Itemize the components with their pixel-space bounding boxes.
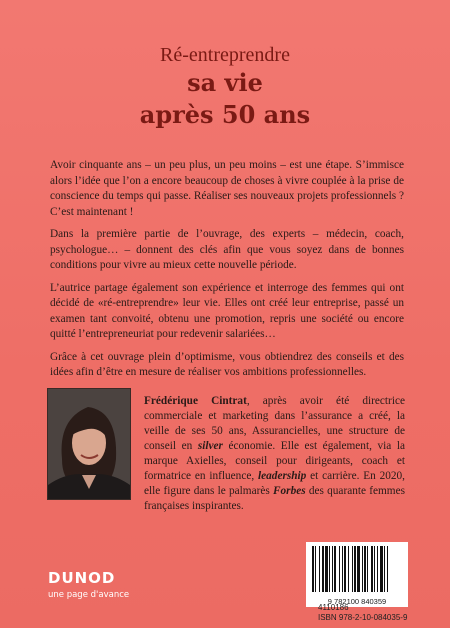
publisher-tagline: une page d'avance [48,590,130,600]
blurb [50,158,404,388]
blurb-paragraph-4: Grâce à cet ouvrage plein d’optimisme, vous obtiendrez des conseils et des idées afin d’être en mesure de réaliser vos ambitions professionnelles. [50,350,404,378]
author-name: Frédérique Cintrat [144,395,247,407]
bio-text-2: économie. Elle est également, via la marque Axielles, conseil pour dirigeants, coach et formatrice en influence, [144,440,406,482]
isbn: ISBN 978-2-10-084035-9 [318,613,408,622]
bio-text-3: et carrière. En 2020, elle figure dans le palmarès [144,470,405,497]
title-line-1: Ré-entreprendre [160,44,290,66]
barcode-code: 4110186 [318,603,349,612]
bio-emph-leadership: leadership [258,470,307,482]
title-line-2: sa vie [187,68,263,97]
blurb-paragraph-1: Avoir cinquante ans – un peu plus, un peu moins – est une étape. S’immisce alors l’idée que l’on a encore beaucoup de choses à vivre couplée à la prise de conscience du temps qui passe. Réaliser ses nouveaux projets professionnels ? C’est maintenant ! [50,159,404,218]
barcode-bars [306,542,408,596]
barcode [306,542,408,598]
blurb-paragraph-2: Dans la première partie de l’ouvrage, des experts – médecin, coach, psychologue… – donnent des clés afin que vous soyez dans de bonnes conditions pour vivre au mieux cette nouvelle période. [50,228,404,271]
bio-text-4: des quarante femmes françaises inspirantes. [144,485,405,512]
blurb-paragraph-3: L’autrice partage également son expérience et interroge des femmes qui ont décidé de «ré-entreprendre» leur vie. Elles ont créé leur entreprise, passé un examen tant convoité, obtenu une promotion, repris une société ou encore quitté l’entrepreneuriat pour redevenir salariées… [50,281,404,340]
publisher-logo: DUNOD [48,569,116,587]
bio-emph-forbes: Forbes [273,485,306,497]
author-photo [47,388,131,500]
title-line-3: après 50 ans [139,100,311,129]
bio-emph-silver: silver [197,440,223,452]
bio-text-1: , après avoir été directrice commerciale et marketing dans l’assurance a créé, la veille de ses 50 ans, Assurancielles, une structure de conseil en [144,395,405,452]
author-bio [144,394,405,514]
barcode-digits: 9 782100 840359 [306,597,408,607]
